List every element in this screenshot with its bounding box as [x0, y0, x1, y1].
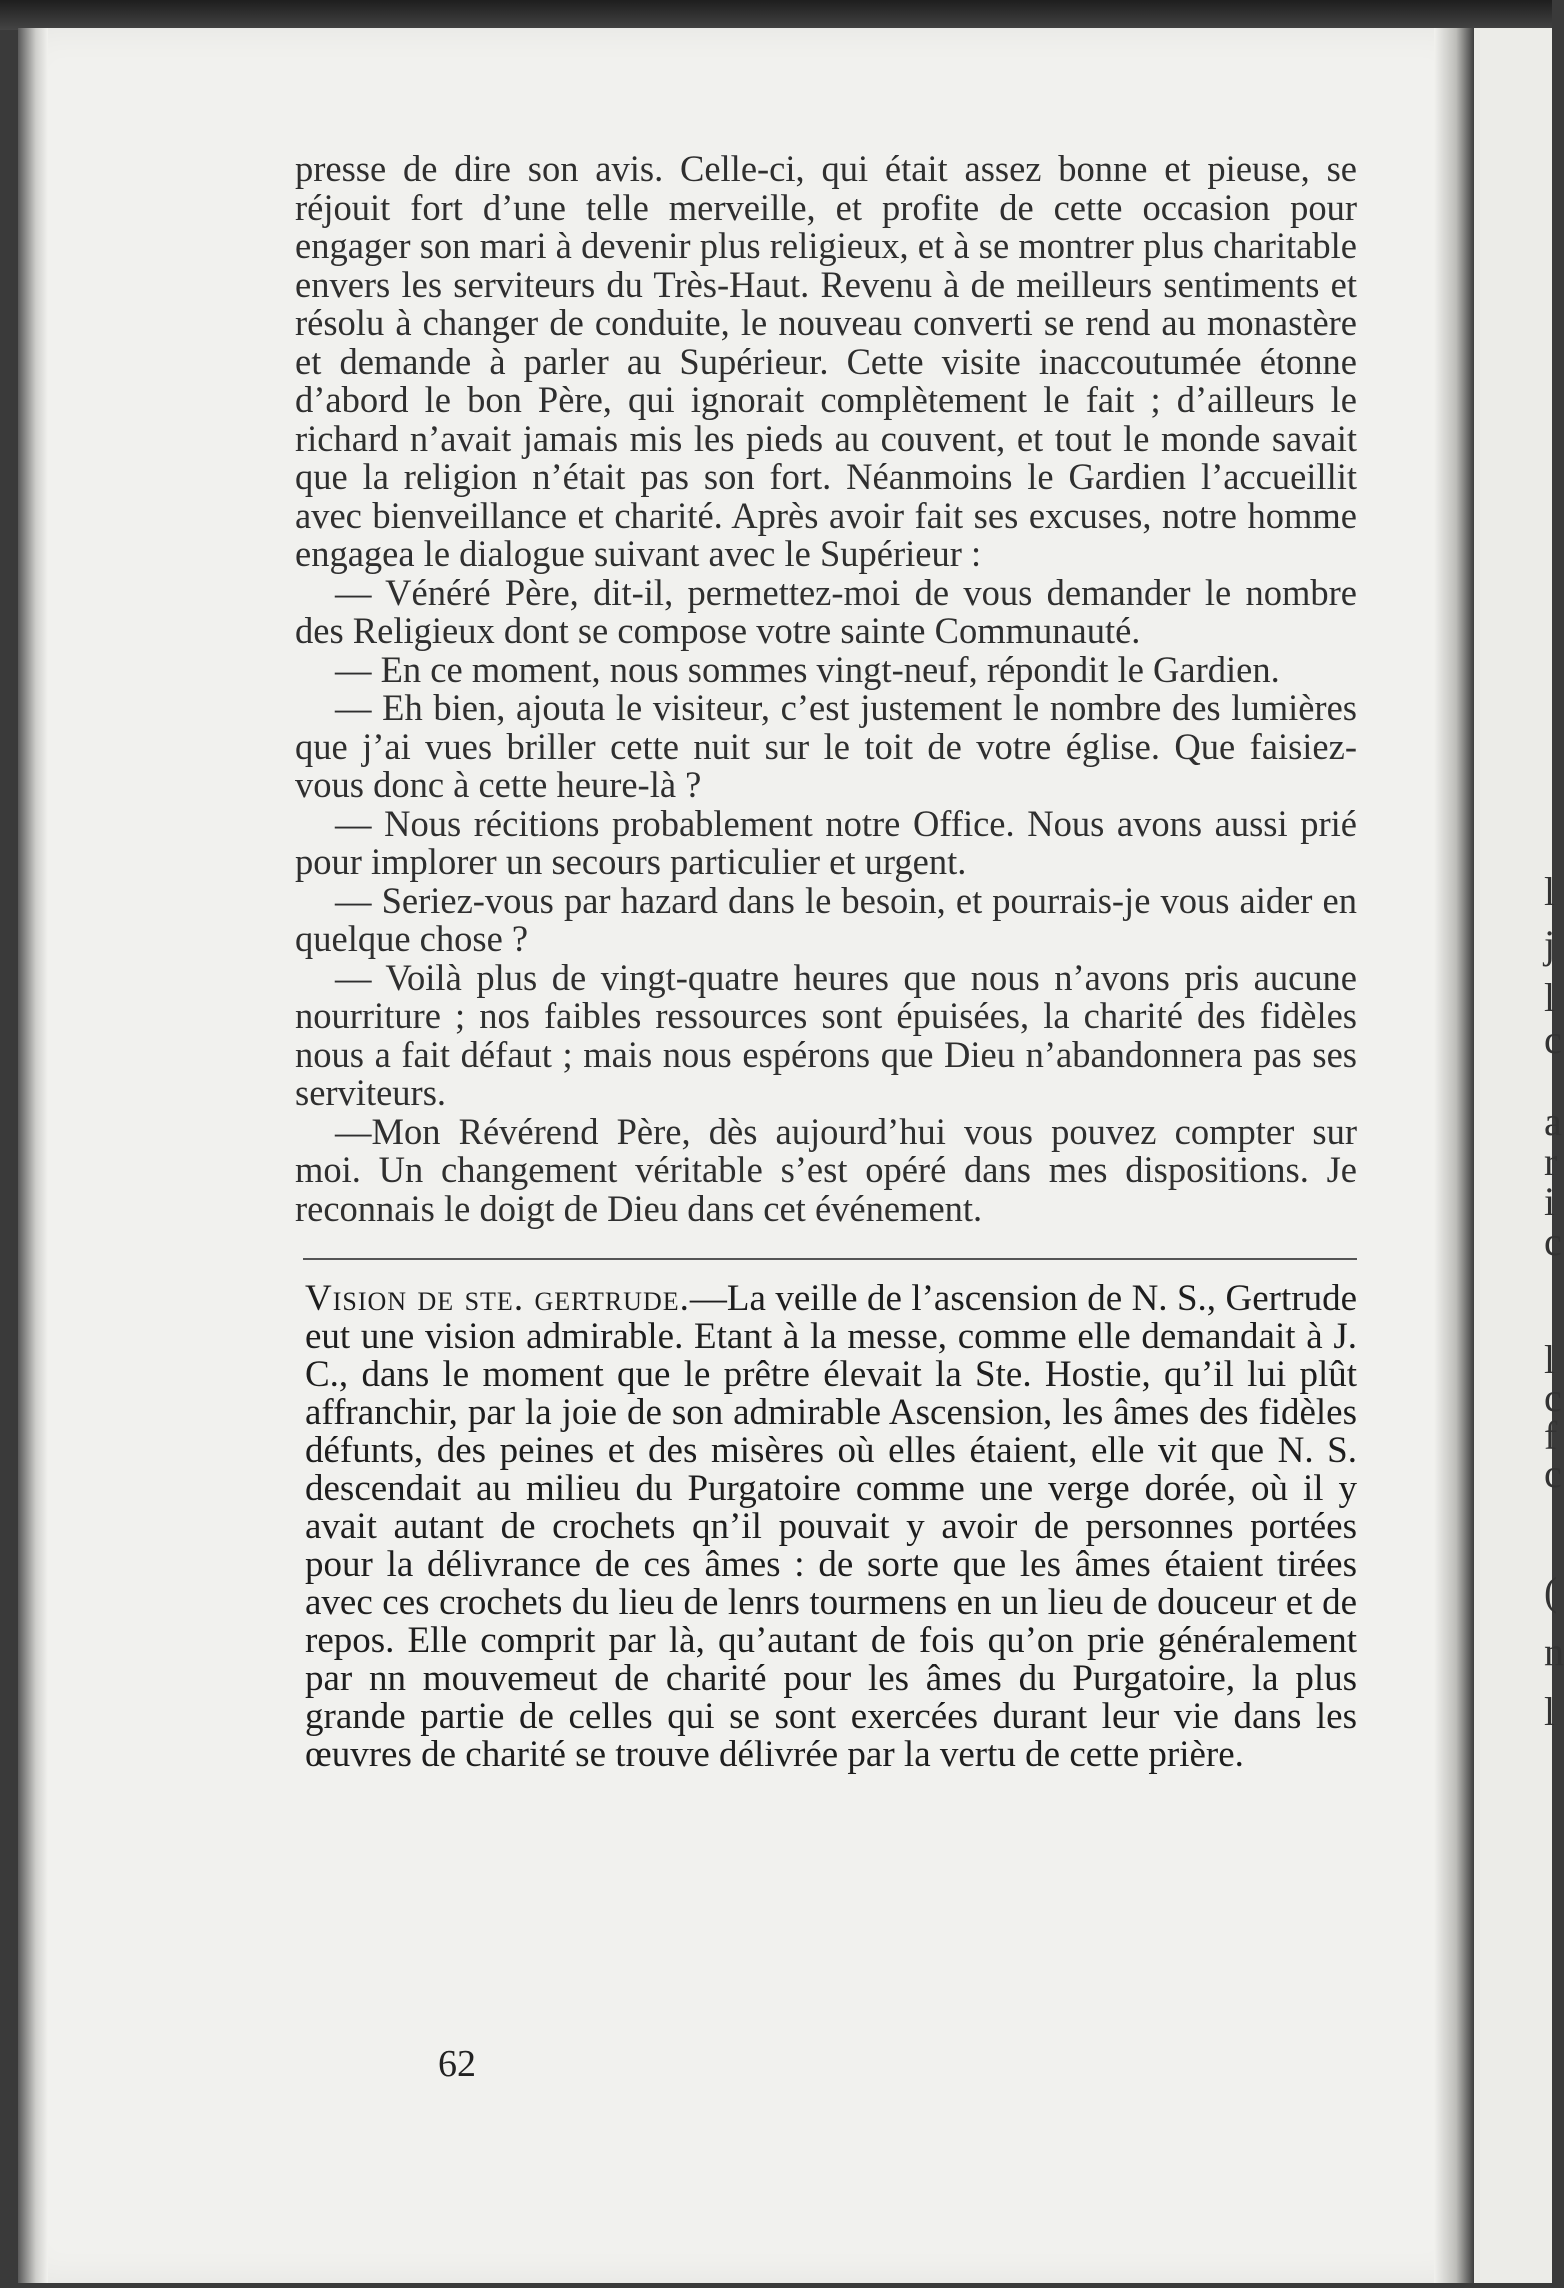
adjacent-page-glyph: l	[1544, 869, 1556, 914]
dialogue-paragraph: — Voilà plus de vingt-quatre heures que nous n’avons pris aucune nourriture ; nos faibles ressources sont épuisées, la charité des fidèles nous a fait défaut ; mais nous espérons que Dieu n’abandonnera pas ses serviteurs.	[295, 956, 1357, 1113]
adjacent-page-glyph: n	[1544, 1629, 1564, 1674]
scan-border	[0, 0, 1552, 30]
footnote-heading: Vision de ste. gertrude.	[305, 1278, 690, 1319]
body-paragraph: presse de dire son avis. Celle-ci, qui était assez bonne et pieuse, se réjouit fort d’une telle merveille, et profite de cette occasion pour engager son mari à devenir plus religieux, et à se montrer plus charitable envers les serviteurs du Très-Haut. Revenu à de meilleurs sentiments et résolu à changer de conduite, le nouveau converti se rend au monastère et demande à parler au Supérieur. Cette visite inaccoutumée étonne d’abord le bon Père, qui ignorait complètement le fait ; d’ailleurs le richard n’avait jamais mis les pieds au couvent, et tout le monde savait que la religion n’était pas son fort. Néanmoins le Gardien l’accueillit avec bienveillance et charité. Après avoir fait ses excuses, notre homme engagea le dialogue suivant avec le Supérieur :	[295, 148, 1357, 574]
adjacent-page-glyph: c	[1544, 1219, 1562, 1264]
adjacent-page-glyph: l	[1544, 1689, 1556, 1734]
dialogue-paragraph: —Mon Révérend Père, dès aujourd’hui vous pouvez compter sur moi. Un changement véritable s’est opéré dans mes dispositions. Je reconnais le doigt de Dieu dans cet événement.	[295, 1110, 1357, 1229]
footnote-paragraph	[295, 1280, 1357, 1774]
dialogue-paragraph: — Seriez-vous par hazard dans le besoin, et pourrais-je vous aider en quelque chose ?	[295, 879, 1357, 959]
dialogue-paragraph: — Eh bien, ajouta le visiteur, c’est justement le nombre des lumières que j’ai vues briller cette nuit sur le toit de votre église. Que faisiez-vous donc à cette heure-là ?	[295, 687, 1357, 805]
footnote-separator	[303, 1258, 1357, 1260]
adjacent-page-glyph: i	[1544, 1179, 1556, 1224]
book-gutter	[1434, 28, 1474, 2283]
main-text	[295, 150, 1357, 1228]
adjacent-page-glyph: c	[1544, 1375, 1562, 1420]
page-number: 62	[438, 2043, 476, 2085]
adjacent-page-glyph: j	[1544, 922, 1556, 967]
adjacent-page-glyph: f	[1544, 1413, 1558, 1458]
page-text-block	[295, 150, 1357, 1774]
footnote-text: —La veille de l’ascension de N. S., Gertrude eut une vision admirable. Etant à la messe, comme elle demandait à J. C., dans le moment que le prêtre élevait la Ste. Hostie, qu’il lui plût affranchir, par la joie de son admirable Ascension, les âmes des fidèles défunts, des peines et des misères où elles étaient, elle vit que N. S. descendait au milieu du Purgatoire comme une verge dorée, où il y avait autant de crochets qn’il pouvait y avoir de personnes portées pour la délivrance de ces âmes : de sorte que les âmes étaient tirées avec ces crochets du lieu de lenrs tourmens en un lieu de douceur et de repos. Elle comprit par là, qu’autant de fois qu’on prie généralement par nn mouvemeut de charité pour les âmes du Purgatoire, la plus grande partie de celles qui se sont exercées durant leur vie dans les œuvres de charité se trouve délivrée par la vertu de cette prière.	[305, 1278, 1357, 1775]
dialogue-paragraph: — En ce moment, nous sommes vingt-neuf, répondit le Gardien.	[335, 648, 1280, 690]
adjacent-page-glyph: c	[1544, 1451, 1562, 1496]
dialogue-paragraph: — Vénéré Père, dit-il, permettez-moi de vous demander le nombre des Religieux dont se compose votre sainte Communauté.	[295, 571, 1357, 651]
adjacent-page-glyph: a	[1544, 1099, 1562, 1144]
adjacent-page-glyph: c	[1544, 1017, 1562, 1062]
adjacent-page-glyph: l	[1544, 975, 1556, 1020]
adjacent-page-strip	[1474, 28, 1564, 2283]
adjacent-page-glyph: l	[1544, 1337, 1556, 1382]
adjacent-page-glyph: (	[1544, 1569, 1558, 1614]
adjacent-page-glyph: r	[1544, 1139, 1558, 1184]
dialogue-paragraph: — Nous récitions probablement notre Office. Nous avons aussi prié pour implorer un secours particulier et urgent.	[295, 802, 1357, 882]
page-edge-shadow	[18, 28, 48, 2283]
footnote	[295, 1280, 1357, 1774]
